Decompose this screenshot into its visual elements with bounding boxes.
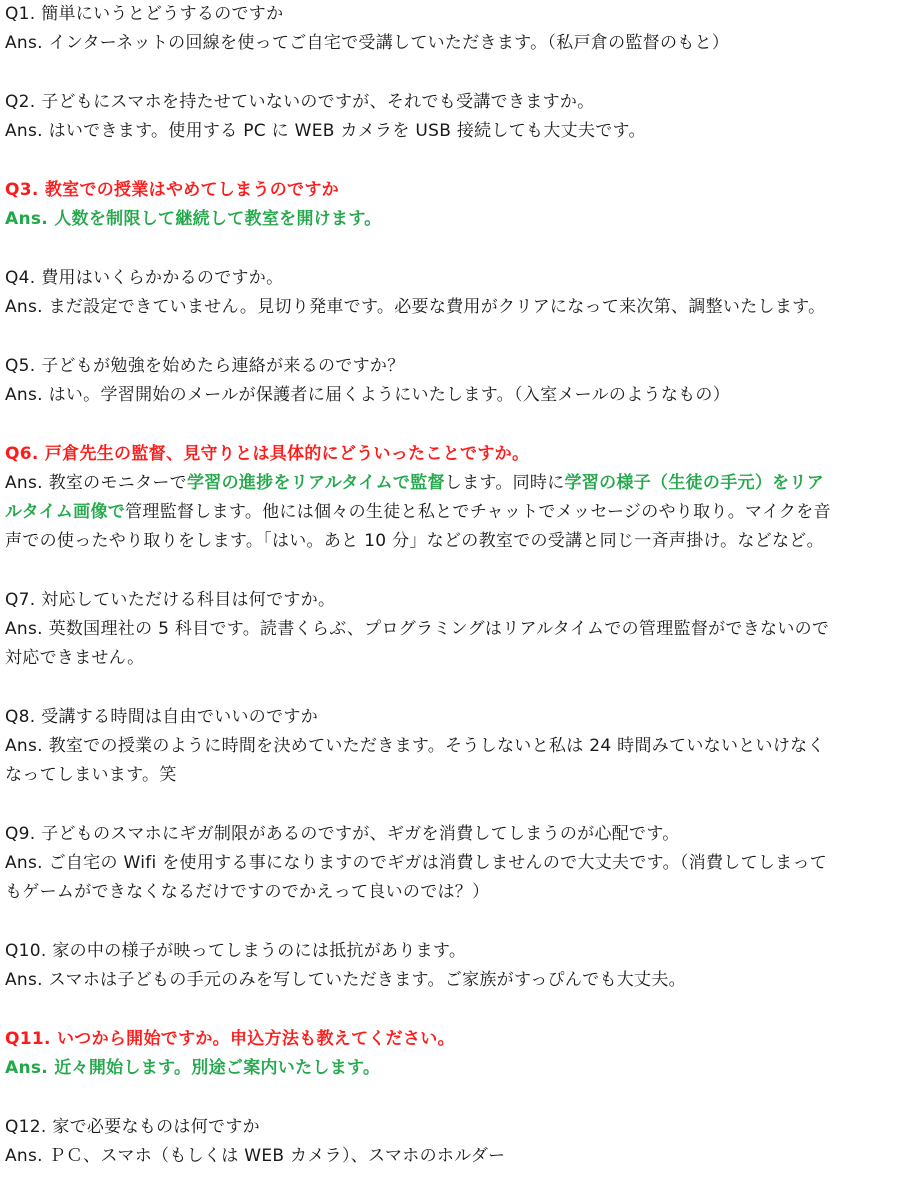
answer-line-1 bbox=[5, 469, 895, 498]
question-text: Q1. 簡単にいうとどうするのですか bbox=[5, 4, 284, 24]
question-text: Q8. 受講する時間は自由でいいのですか bbox=[5, 707, 319, 727]
answer-text: Ans. はいできます。使用する PC に WEB カメラを USB 接続しても大丈夫です。 bbox=[5, 121, 646, 141]
answer-highlight: ルタイム画像で bbox=[5, 502, 126, 522]
faq-item-q8 bbox=[5, 703, 895, 790]
spacer bbox=[5, 907, 895, 937]
answer-text: Ans. インターネットの回線を使ってご自宅で受講していただきます。（私戸倉の監督のもと） bbox=[5, 33, 730, 53]
answer-line-2 bbox=[5, 498, 895, 527]
spacer bbox=[5, 410, 895, 440]
faq-document bbox=[5, 0, 895, 1171]
faq-item-q10 bbox=[5, 937, 895, 995]
spacer bbox=[5, 995, 895, 1025]
answer-text-highlighted: Ans. 近々開始します。別途ご案内いたします。 bbox=[5, 1058, 381, 1078]
faq-item-q5 bbox=[5, 352, 895, 410]
faq-item-q3 bbox=[5, 176, 895, 234]
question-text: Q4. 費用はいくらかかるのですか。 bbox=[5, 268, 284, 288]
question-text-highlighted: Q3. 教室での授業はやめてしまうのですか bbox=[5, 180, 339, 200]
answer-text-highlighted: Ans. 人数を制限して継続して教室を開けます。 bbox=[5, 209, 382, 229]
faq-item-q4 bbox=[5, 264, 895, 322]
question-text: Q7. 対応していただける科目は何ですか。 bbox=[5, 590, 336, 610]
answer-highlight: 学習の様子（生徒の手元）をリア bbox=[564, 473, 825, 493]
answer-line-1: Ans. 英数国理社の 5 科目です。読書くらぶ、プログラミングはリアルタイムでの管理監督ができないので bbox=[5, 619, 830, 639]
question-text-highlighted: Q11. いつから開始ですか。申込方法も教えてください。 bbox=[5, 1029, 455, 1049]
answer-segment: します。同時に bbox=[444, 473, 565, 493]
answer-line-2: 対応できません。 bbox=[5, 648, 145, 668]
faq-item-q12 bbox=[5, 1113, 895, 1171]
answer-text: Ans. まだ設定できていません。見切り発車です。必要な費用がクリアになって来次第、調整いたします。 bbox=[5, 297, 826, 317]
spacer bbox=[5, 673, 895, 703]
spacer bbox=[5, 1083, 895, 1113]
question-text: Q2. 子どもにスマホを持たせていないのですが、それでも受講できますか。 bbox=[5, 92, 595, 112]
question-text: Q9. 子どものスマホにギガ制限があるのですが、ギガを消費してしまうのが心配です。 bbox=[5, 824, 680, 844]
spacer bbox=[5, 234, 895, 264]
faq-item-q7 bbox=[5, 586, 895, 673]
question-text: Q10. 家の中の様子が映ってしまうのには抵抗があります。 bbox=[5, 941, 467, 961]
answer-line-1: Ans. ご自宅の Wifi を使用する事になりますのでギガは消費しませんので大丈夫です。（消費してしまって bbox=[5, 853, 828, 873]
answer-highlight: 学習の進捗をリアルタイムで監督 bbox=[186, 473, 445, 493]
question-text: Q12. 家で必要なものは何ですか bbox=[5, 1117, 260, 1137]
faq-item-q9 bbox=[5, 820, 895, 907]
faq-item-q1 bbox=[5, 0, 895, 58]
spacer bbox=[5, 58, 895, 88]
answer-line-2: もゲームができなくなるだけですのでかえって良いのでは？） bbox=[5, 882, 490, 902]
answer-segment: Ans. 教室のモニターで bbox=[5, 473, 187, 493]
spacer bbox=[5, 556, 895, 586]
spacer bbox=[5, 146, 895, 176]
question-text-highlighted: Q6. 戸倉先生の監督、見守りとは具体的にどういったことですか。 bbox=[5, 444, 530, 464]
answer-line-2: なってしまいます。笑 bbox=[5, 765, 177, 785]
answer-line-3: 声での使ったやり取りをします。「はい。あと 10 分」などの教室での受講と同じ一斉声掛け。などなど。 bbox=[5, 531, 824, 551]
spacer bbox=[5, 790, 895, 820]
answer-text: Ans. ＰＣ、スマホ（もしくは WEB カメラ）、スマホのホルダー bbox=[5, 1146, 506, 1166]
answer-segment: 管理監督します。他には個々の生徒と私とでチャットでメッセージのやり取り。マイクを音 bbox=[125, 502, 831, 522]
spacer bbox=[5, 322, 895, 352]
faq-item-q2 bbox=[5, 88, 895, 146]
question-text: Q5. 子どもが勉強を始めたら連絡が来るのですか？ bbox=[5, 356, 405, 376]
answer-line-1: Ans. 教室での授業のように時間を決めていただきます。そうしないと私は 24 時間みていないといけなく bbox=[5, 736, 825, 756]
answer-text: Ans. スマホは子どもの手元のみを写していただきます。ご家族がすっぴんでも大丈夫。 bbox=[5, 970, 686, 990]
faq-item-q11 bbox=[5, 1025, 895, 1083]
answer-text: Ans. はい。学習開始のメールが保護者に届くようにいたします。（入室メールのようなもの） bbox=[5, 385, 731, 405]
faq-item-q6 bbox=[5, 440, 895, 556]
